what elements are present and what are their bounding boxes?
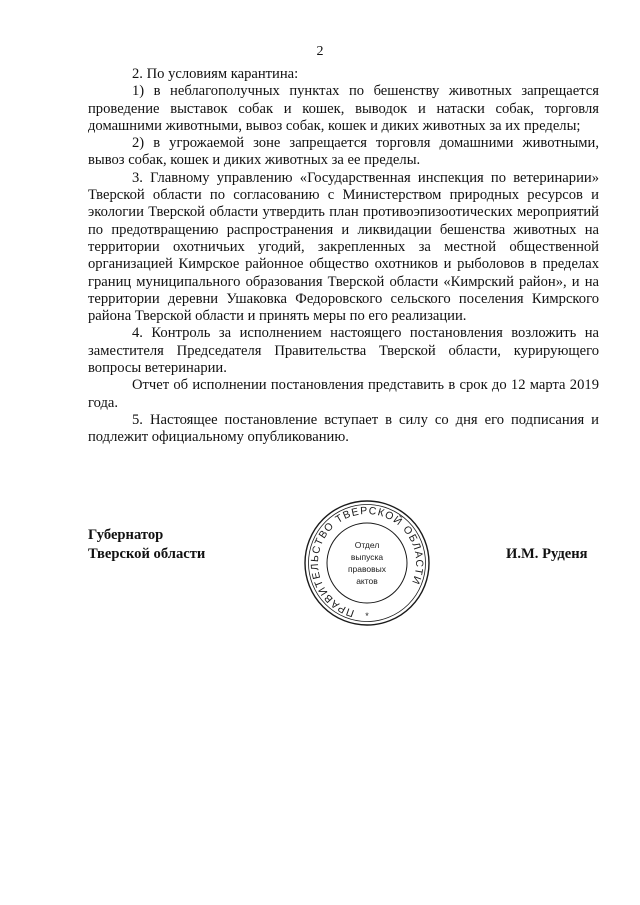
stamp-center-line4: актов	[356, 576, 378, 586]
stamp-ring-text: ПРАВИТЕЛЬСТВО ТВЕРСКОЙ ОБЛАСТИ	[308, 504, 426, 620]
paragraph-affected-points: 1) в неблагополучных пунктах по бешенству животных запрещается проведение выставок собак и кошек, выводок и натаски собак, торговля домашними животными, вывоз собак, кошек и диких животных за их пределы;	[88, 83, 599, 134]
signer-title	[88, 526, 205, 564]
stamp-star-icon: *	[365, 611, 369, 621]
paragraph-quarantine-conditions: 2. По условиям карантина:	[132, 66, 299, 82]
paragraph-report-deadline: Отчет об исполнении постановления представить в срок до 12 марта 2019 года.	[88, 377, 599, 411]
paragraph-effective-date: 5. Настоящее постановление вступает в силу со дня его подписания и подлежит официальному опубликованию.	[88, 411, 599, 446]
page-number: 2	[316, 44, 324, 59]
signer-title-line2: Тверской области	[88, 546, 206, 562]
stamp-center-text	[302, 539, 432, 587]
document-body	[88, 66, 599, 447]
signer-title-line1: Губернатор	[88, 527, 164, 543]
paragraph-control: 4. Контроль за исполнением настоящего постановления возложить на заместителя Председателя Правительства Тверской области, курирующего вопросы ветеринарии.	[88, 325, 599, 377]
paragraph-threatened-zone: 2) в угрожаемой зоне запрещается торговля домашними животными, вывоз собак, кошек и диких животных за ее пределы.	[88, 135, 599, 169]
signer-name: И.М. Руденя	[506, 546, 588, 562]
paragraph-action-plan: 3. Главному управлению «Государственная инспекция по ветеринарии» Тверской области по согласованию с Министерством природных ресурсов и экологии Тверской области утвердить план противоэпизоотических мероприятий по предотвращению распространения и ликвидации бешенства животных на территории охотничьих угодий, закрепленных за местной общественной организацией Кимрское районное общество охотников и рыболовов в пределах границ муниципального образования Тверской области «Кимрский район», и на территории деревни Ушаковка Федоровского сельского поселения Кимрского района Тверской области и принять меры по его реализации.	[88, 169, 599, 325]
stamp-center-line3: правовых	[347, 564, 387, 574]
stamp-center-line1: Отдел	[354, 540, 380, 550]
official-stamp	[302, 498, 432, 628]
stamp-center-line2: выпуска	[350, 552, 384, 562]
